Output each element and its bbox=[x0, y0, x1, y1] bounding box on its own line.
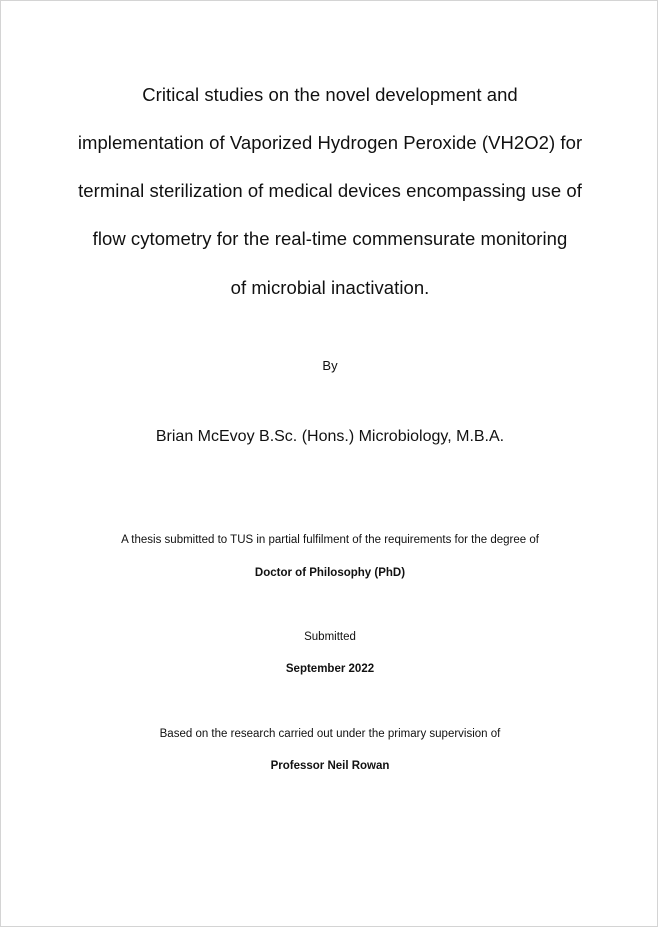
supervision-statement: Based on the research carried out under the primary supervision of bbox=[159, 728, 501, 740]
submission-statement: A thesis submitted to TUS in partial fulfilment of the requirements for the degree of bbox=[121, 534, 539, 546]
submitted-date: September 2022 bbox=[285, 663, 375, 675]
thesis-title-line-3: terminal sterilization of medical devices encompassing use of bbox=[78, 180, 582, 201]
submitted-label: Submitted bbox=[304, 631, 356, 643]
thesis-title-line-2: implementation of Vaporized Hydrogen Peroxide (VH2O2) for bbox=[77, 132, 583, 153]
thesis-title-line-4: flow cytometry for the real-time commensurate monitoring bbox=[92, 228, 568, 249]
thesis-title-line-5: of microbial inactivation. bbox=[230, 277, 430, 298]
author-name: Brian McEvoy B.Sc. (Hons.) Microbiology, M.B.A. bbox=[155, 428, 505, 445]
degree-name: Doctor of Philosophy (PhD) bbox=[254, 567, 406, 579]
supervisor-name: Professor Neil Rowan bbox=[270, 760, 390, 772]
thesis-title-line-1: Critical studies on the novel development and bbox=[142, 84, 518, 105]
by-label: By bbox=[322, 358, 338, 373]
